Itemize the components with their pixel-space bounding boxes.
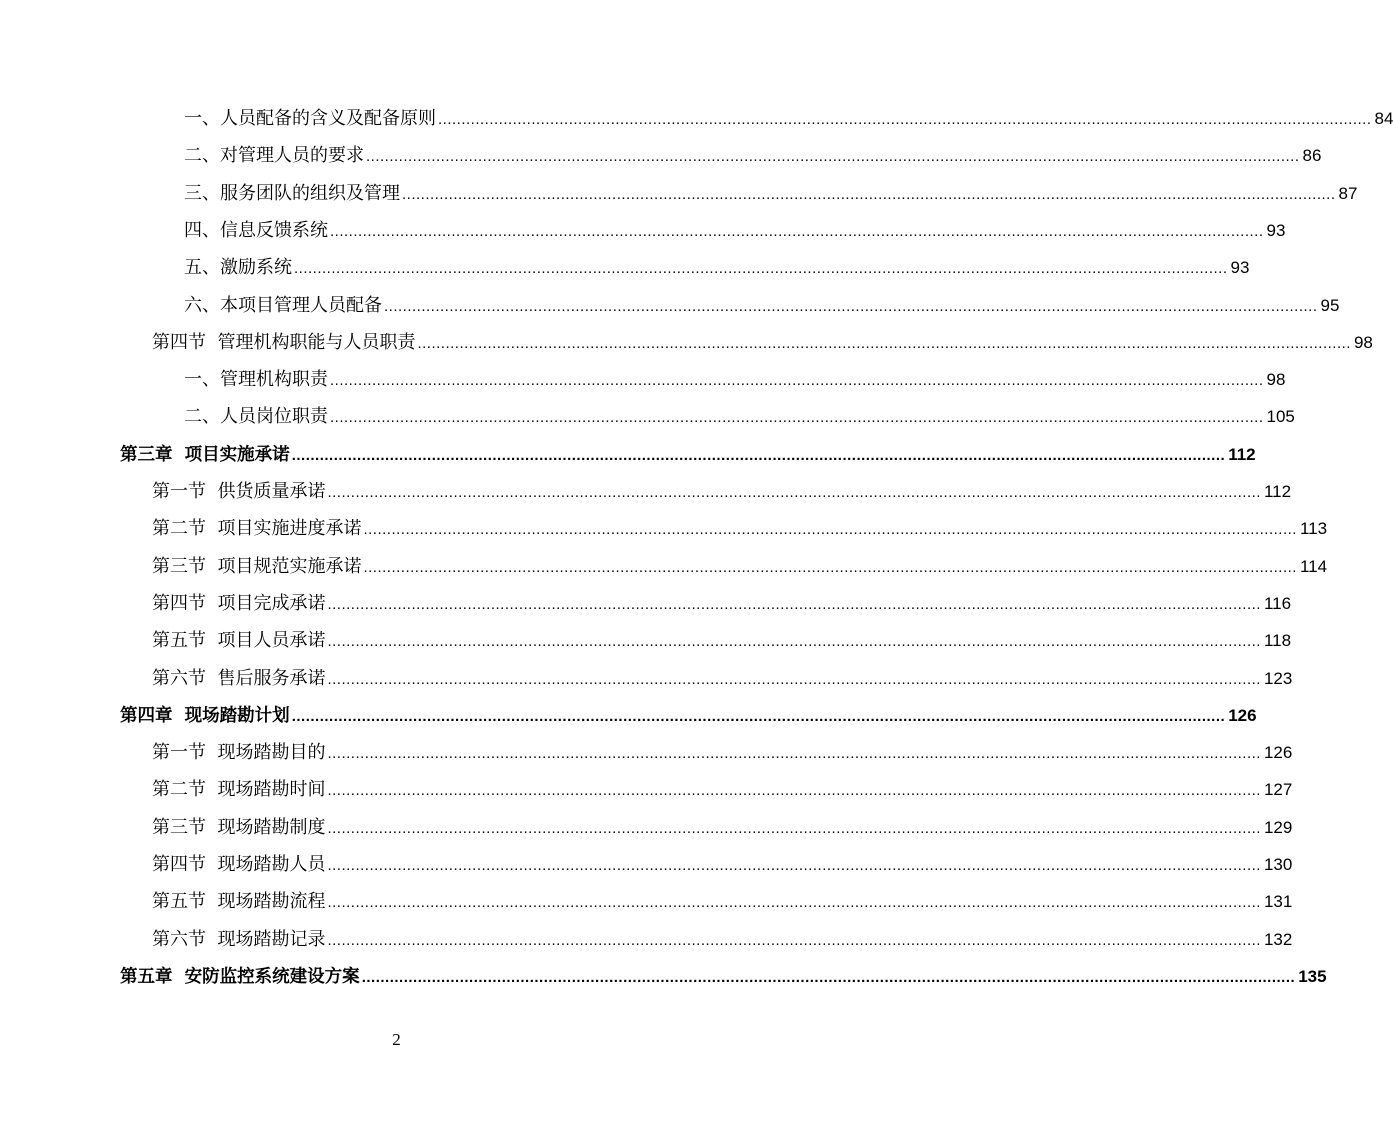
toc-dot-leader: ........................................................................................................................................................................................................: [291, 446, 1226, 464]
toc-dot-leader: ........................................................................................................................................................................................................: [327, 894, 1261, 912]
toc-entry-page-number: 112: [1228, 444, 1256, 464]
toc-entry-page-number: 98: [1353, 332, 1373, 352]
toc-dot-leader: ........................................................................................................................................................................................................: [294, 260, 1228, 278]
toc-dot-leader: ........................................................................................................................................................................................................: [438, 111, 1372, 128]
toc-entry-page-number: 127: [1263, 780, 1293, 800]
toc-subsection-entry[interactable]: [184, 362, 1286, 398]
toc-entry-page-number: 98: [1266, 370, 1286, 390]
toc-entry-label: 第四节 现场踏勘人员: [152, 854, 326, 875]
toc-entry-label: 第六节 售后服务承诺: [152, 667, 326, 689]
toc-section-entry[interactable]: [152, 623, 1292, 659]
toc-entry-page-number: 113: [1299, 519, 1328, 539]
toc-entry-page-number: 112: [1263, 482, 1292, 501]
toc-entry-label: 第五章 安防监控系统建设方案: [120, 966, 360, 987]
toc-entry-page-number: 93: [1230, 258, 1250, 278]
toc-entry-page-number: 130: [1263, 855, 1293, 874]
toc-section-entry[interactable]: [152, 586, 1292, 622]
toc-dot-leader: ........................................................................................................................................................................................................: [327, 633, 1261, 651]
toc-entry-label: 第三节 项目规范实施承诺: [152, 555, 362, 577]
toc-subsection-entry[interactable]: [184, 176, 1358, 212]
toc-dot-leader: ........................................................................................................................................................................................................: [384, 297, 1318, 315]
toc-section-entry[interactable]: [152, 661, 1293, 697]
toc-section-entry[interactable]: [152, 847, 1293, 883]
toc-entry-page-number: 123: [1263, 668, 1293, 688]
toc-section-entry[interactable]: [152, 474, 1292, 510]
toc-entry-label: 第二节 现场踏勘时间: [152, 779, 326, 801]
toc-entry-page-number: 87: [1338, 183, 1358, 203]
toc-dot-leader: ........................................................................................................................................................................................................: [363, 558, 1297, 576]
toc-entry-label: 第五节 项目人员承诺: [152, 630, 326, 652]
toc-entry-label: 第一节 供货质量承诺: [152, 481, 326, 502]
toc-entry-label: 第五节 现场踏勘流程: [152, 891, 326, 913]
toc-dot-leader: ........................................................................................................................................................................................................: [291, 707, 1226, 725]
toc-entry-page-number: 114: [1299, 556, 1328, 576]
toc-entry-label: 三、服务团队的组织及管理: [184, 182, 400, 204]
toc-dot-leader: ........................................................................................................................................................................................................: [327, 819, 1261, 837]
toc-entry-label: 第四节 项目完成承诺: [152, 592, 326, 614]
toc-section-entry[interactable]: [152, 511, 1328, 547]
toc-entry-page-number: 132: [1263, 929, 1293, 949]
toc-dot-leader: ........................................................................................................................................................................................................: [327, 857, 1261, 874]
toc-section-entry[interactable]: [152, 922, 1293, 958]
toc-dot-leader: ........................................................................................................................................................................................................: [417, 334, 1351, 352]
toc-section-entry[interactable]: [152, 549, 1328, 585]
toc-entry-page-number: 118: [1263, 631, 1292, 651]
toc-dot-leader: ........................................................................................................................................................................................................: [402, 185, 1336, 203]
toc-subsection-entry[interactable]: [184, 399, 1295, 435]
toc-entry-page-number: 131: [1263, 892, 1293, 912]
toc-dot-leader: ........................................................................................................................................................................................................: [327, 484, 1261, 501]
toc-entry-label: 第四章 现场踏勘计划: [120, 705, 290, 726]
toc-entry-page-number: 116: [1263, 593, 1292, 613]
toc-subsection-entry[interactable]: [184, 288, 1340, 324]
toc-section-entry[interactable]: [152, 772, 1293, 808]
toc-entry-label: 第三节 现场踏勘制度: [152, 816, 326, 838]
toc-entry-label: 二、人员岗位职责: [184, 406, 328, 428]
toc-entry-label: 第一节 现场踏勘目的: [152, 742, 326, 764]
toc-dot-leader: ........................................................................................................................................................................................................: [330, 409, 1264, 427]
toc-entry-page-number: 86: [1302, 146, 1322, 166]
toc-section-entry[interactable]: [152, 810, 1293, 846]
toc-subsection-entry[interactable]: [184, 213, 1286, 249]
toc-dot-leader: ........................................................................................................................................................................................................: [327, 595, 1261, 613]
toc-dot-leader: ........................................................................................................................................................................................................: [363, 521, 1297, 539]
toc-dot-leader: ........................................................................................................................................................................................................: [361, 968, 1296, 986]
toc-section-entry[interactable]: [152, 735, 1293, 771]
toc-entry-page-number: 135: [1298, 966, 1327, 986]
toc-chapter-entry[interactable]: [120, 698, 1257, 734]
toc-entry-page-number: 126: [1263, 743, 1293, 763]
toc-entry-page-number: 129: [1263, 817, 1293, 837]
toc-entry-label: 一、管理机构职责: [184, 369, 328, 391]
toc-section-entry[interactable]: [152, 325, 1373, 361]
toc-entry-label: 一、人员配备的含义及配备原则: [184, 108, 436, 129]
toc-entry-label: 第六节 现场踏勘记录: [152, 928, 326, 950]
toc-chapter-entry[interactable]: [120, 437, 1256, 473]
toc-entry-label: 第二节 项目实施进度承诺: [152, 518, 362, 540]
toc-entry-label: 第四节 管理机构职能与人员职责: [152, 331, 416, 353]
toc-entry-page-number: 93: [1266, 220, 1286, 240]
toc-subsection-entry[interactable]: [184, 101, 1393, 137]
toc-dot-leader: ........................................................................................................................................................................................................: [327, 782, 1261, 800]
toc-dot-leader: ........................................................................................................................................................................................................: [366, 148, 1300, 166]
toc-dot-leader: ........................................................................................................................................................................................................: [330, 372, 1264, 390]
toc-entry-label: 六、本项目管理人员配备: [184, 294, 382, 316]
toc-entry-label: 五、激励系统: [184, 257, 292, 279]
toc-entry-label: 二、对管理人员的要求: [184, 145, 364, 167]
toc-chapter-entry[interactable]: [120, 959, 1327, 995]
toc-entry-label: 第三章 项目实施承诺: [120, 444, 290, 465]
toc-dot-leader: ........................................................................................................................................................................................................: [327, 931, 1261, 949]
toc-subsection-entry[interactable]: [184, 250, 1250, 286]
toc-entry-page-number: 105: [1266, 407, 1295, 427]
toc-section-entry[interactable]: [152, 884, 1293, 920]
toc-dot-leader: ........................................................................................................................................................................................................: [327, 745, 1261, 763]
toc-dot-leader: ........................................................................................................................................................................................................: [327, 670, 1261, 688]
page-number: 2: [392, 1030, 401, 1049]
toc-subsection-entry[interactable]: [184, 138, 1322, 174]
toc-entry-page-number: 95: [1320, 295, 1340, 315]
toc-entry-label: 四、信息反馈系统: [184, 219, 328, 241]
toc-entry-page-number: 126: [1228, 705, 1257, 725]
toc-entry-page-number: 84: [1374, 109, 1393, 128]
toc-dot-leader: ........................................................................................................................................................................................................: [330, 222, 1264, 240]
